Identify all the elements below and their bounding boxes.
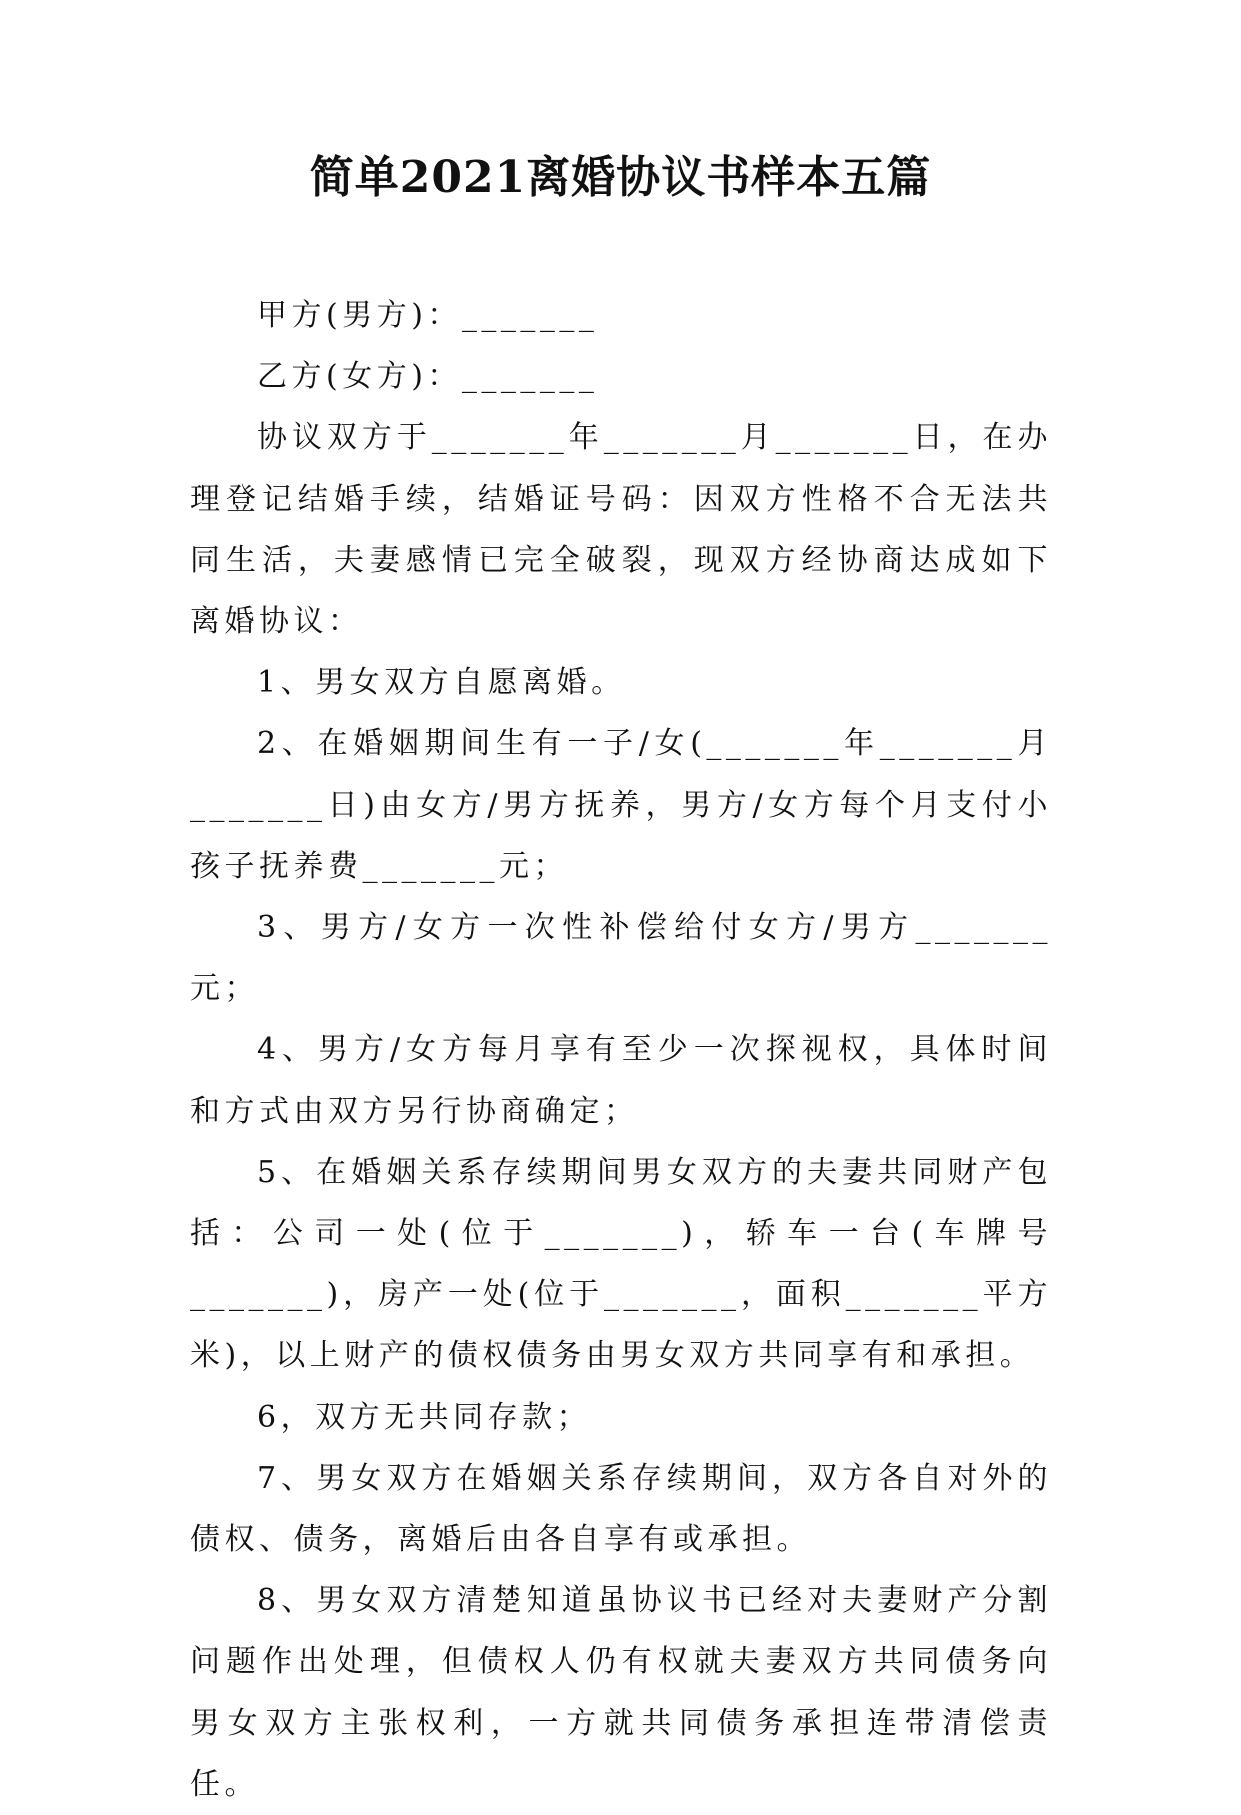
clause-7-paragraph: 7、男女双方在婚姻关系存续期间，双方各自对外的债权、债务，离婚后由各自享有或承担。 xyxy=(190,1460,1052,1558)
clause-2-paragraph: 2、在婚姻期间生有一子/女(_______年_______月_______日)由女方/男方抚养，男方/女方每个月支付小孩子抚养费_______元； xyxy=(190,726,1052,884)
agreement-intro-paragraph: 协议双方于_______年_______月_______日，在办理登记结婚手续，结婚证号码：因双方性格不合无法共同生活，夫妻感情已完全破裂，现双方经协商达成如下离婚协议： xyxy=(190,420,1052,640)
document-body xyxy=(190,285,1052,1815)
document-title: 简单2021离婚协议书样本五篇 xyxy=(309,152,932,203)
clause-6-paragraph: 6，双方无共同存款； xyxy=(257,1399,592,1435)
party-a-line: 甲方(男方)：_______ xyxy=(257,298,599,333)
clause-3-paragraph: 3、男方/女方一次性补偿给付女方/男方_______元； xyxy=(190,910,1052,1007)
clause-1-paragraph: 1、男女双方自愿离婚。 xyxy=(257,665,626,701)
party-b-line: 乙方(女方)：_______ xyxy=(257,359,599,395)
clause-5-paragraph: 5、在婚姻关系存续期间男女双方的夫妻共同财产包括：公司一处(位于_______)，轿车一台(车牌号_______)，房产一处(位于_______，面积_______平方米)，以上财产的债权债务由男女双方共同享有和承担。 xyxy=(190,1154,1052,1374)
clause-4-paragraph: 4、男方/女方每月享有至少一次探视权，具体时间和方式由双方另行协商确定； xyxy=(190,1032,1052,1129)
clause-8-paragraph: 8、男女双方清楚知道虽协议书已经对夫妻财产分割问题作出处理，但债权人仍有权就夫妻双方共同债务向男女双方主张权利，一方就共同债务承担连带清偿责任。 xyxy=(190,1583,1052,1802)
